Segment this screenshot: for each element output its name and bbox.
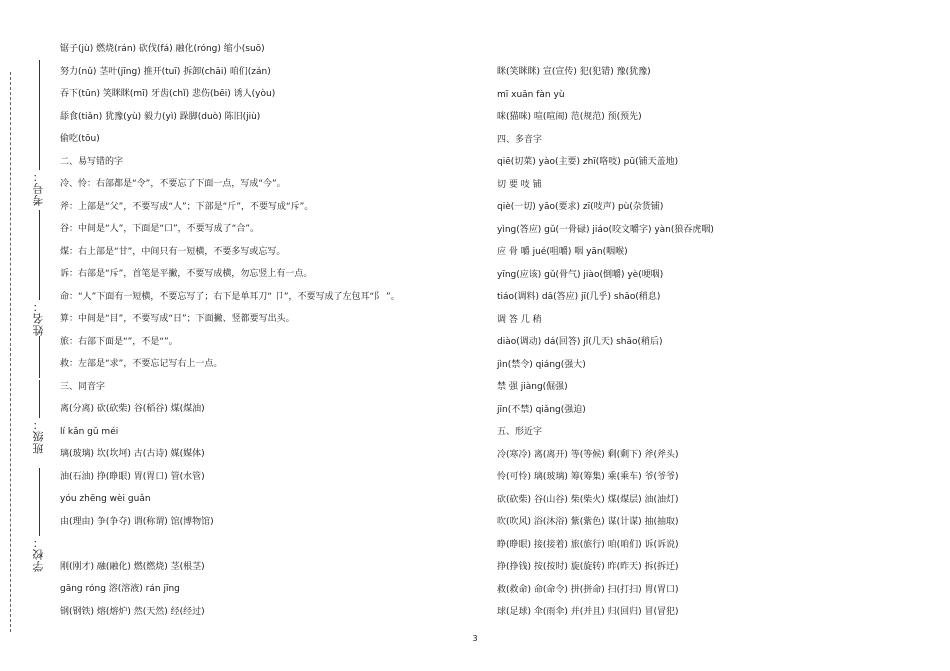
left-line-5: 偷吃(tōu) [60, 134, 100, 144]
right-line-14: jìn(禁令) qiáng(强大) [497, 359, 586, 370]
right-line-22: 睁(睁眼) 接(接着) 旅(旅行) 咱(咱们) 诉(诉说) [497, 539, 679, 550]
school-field [26, 468, 52, 572]
left-line-14: 旅：右部下面是“”，不是“”。 [60, 336, 178, 347]
left-line-12: 命：“人”下面有一短横，不要忘写了；右下是单耳刀“ 卩”，不要写成了左包耳“阝 ”。 [60, 291, 400, 302]
left-line-23 [60, 533, 460, 556]
section-heading-polyphones: 四、多音字 [497, 134, 543, 145]
right-line-5: qiē(切菜) yào(主要) zhī(咯吱) pū(铺天盖地) [497, 157, 679, 167]
exam-number-line [39, 60, 40, 170]
right-line-11: tiáo(调料) dā(答应) jī(几乎) shāo(稍息) [497, 292, 661, 302]
right-line-20: 砍(砍柴) 谷(山谷) 柴(柴火) 煤(煤层) 油(油灯) [497, 494, 679, 505]
left-line-22: 由(理由) 争(争夺) 谓(称谓) 馆(博物馆) [60, 516, 214, 527]
left-line-25: gāng róng 溶(溶液) rán jīng [60, 584, 180, 594]
name-line [39, 210, 40, 300]
left-line-13: 算：中间是“目”，不要写成“日”；下面撇、竖都要写出头。 [60, 314, 295, 324]
right-line-15: 禁 强 jiàng(倔强) [497, 382, 568, 392]
right-line-16: jīn(不禁) qiǎng(强迫) [497, 404, 586, 415]
right-line-23: 挣(挣钱) 按(按时) 旋(旋转) 昨(昨天) 拆(拆迁) [497, 562, 679, 572]
name-field [26, 210, 52, 378]
left-line-15: 救：左部是“求”，不要忘记写右上一点。 [60, 359, 223, 369]
left-line-10: 煤：右上部是“甘”，中间只有一短横，不要多写或忘写。 [60, 246, 286, 257]
exam-number-label: 考号： [32, 170, 45, 206]
school-line [39, 468, 40, 536]
right-line-6: 切 要 吱 铺 [497, 179, 542, 190]
left-line-17: 离(分离) 砍(砍柴) 谷(稻谷) 煤(煤油) [60, 404, 205, 414]
class-label: 班级： [32, 418, 45, 454]
right-line-25: 球(足球) 伞(雨伞) 并(并且) 归(回归) 冒(冒犯) [497, 607, 679, 617]
left-line-3: 吞下(tūn) 笑眯眯(mī) 牙齿(chǐ) 悲伤(bēi) 诱人(yòu) [60, 89, 276, 99]
class-line [39, 380, 40, 418]
right-line-12: 调 答 几 稍 [497, 314, 542, 325]
left-line-7: 冷、怜：右部都是“令”，不要忘了下面一点，写成“今”。 [60, 179, 286, 189]
right-line-21: 吹(吹风) 浴(沐浴) 紫(紫色) 谋(计谋) 抽(抽取) [497, 517, 679, 527]
left-line-26: 钢(钢铁) 熔(熔炉) 然(天然) 经(经过) [60, 606, 205, 617]
section-heading-homophones: 三、同音字 [60, 381, 106, 392]
left-line-18: lí kǎn gǔ méi [60, 426, 119, 437]
right-line-24: 救(救命) 命(命令) 拼(拼命) 扫(打扫) 胃(胃口) [497, 584, 679, 595]
right-line-1: 眯(笑眯眯) 宣(宣传) 犯(犯错) 豫(犹豫) [497, 67, 651, 77]
school-label: 学校： [32, 536, 45, 572]
exam-number-field [26, 60, 52, 206]
left-column [60, 38, 460, 623]
left-line-11: 诉：右部是“斥”，首笔是平撇，不要写成横，勿忘竖上有一点。 [60, 269, 313, 279]
right-line-18: 冷(寒冷) 离(离开) 等(等候) 剩(剩下) 斧(斧头) [497, 449, 679, 460]
left-line-9: 谷：中间是“人”，下面是“口”，不要写成了“合”。 [60, 224, 259, 234]
class-field [26, 380, 52, 454]
right-column [497, 61, 917, 624]
name-line-lower [39, 336, 40, 378]
left-line-24: 刚(刚才) 融(融化) 燃(燃烧) 茎(根茎) [60, 561, 205, 572]
section-heading-similar-shapes: 五、形近字 [497, 427, 543, 437]
right-line-10: yīng(应该) gǔ(骨气) jiào(倒嚼) yè(哽咽) [497, 269, 664, 280]
left-line-2: 努力(nǔ) 茎叶(jīng) 推开(tuī) 拆卸(chāi) 咱们(zán) [60, 66, 271, 77]
right-line-8: yìng(答应) gǔ(一骨碌) jiáo(咬文嚼字) yàn(狼吞虎咽) [497, 224, 714, 235]
left-line-21: yóu zhēng wèi guǎn [60, 494, 151, 504]
right-line-2: mī xuān fàn yù [497, 89, 565, 100]
left-line-8: 斧：上部是“父”，不要写成“人”；下部是“斤”，不要写成“斥”。 [60, 201, 314, 212]
name-label: 姓名： [32, 300, 45, 336]
right-line-19: 怜(可怜) 璃(玻璃) 筹(筹集) 乘(乘车) 爷(爷爷) [497, 472, 679, 482]
right-line-7: qiè(一切) yāo(要求) zī(吱声) pù(杂货铺) [497, 202, 664, 212]
left-line-1: 锯子(jù) 燃烧(rán) 砍伐(fá) 融化(róng) 缩小(suō) [60, 44, 265, 54]
left-line-19: 璃(玻璃) 坎(坎坷) 古(古诗) 媒(媒体) [60, 449, 205, 459]
binding-dashed-line [10, 72, 11, 632]
left-line-4: 舔食(tiǎn) 犹豫(yù) 毅力(yì) 跺脚(duò) 陈旧(jiù) [60, 111, 261, 122]
left-line-20: 油(石油) 挣(睁眼) 胃(胃口) 管(水管) [60, 471, 205, 482]
right-line-9: 应 骨 嚼 jué(咀嚼) 咽 yān(咽喉) [497, 247, 628, 257]
section-heading-error-prone: 二、易写错的字 [60, 156, 124, 167]
right-line-3: 咪(猫咪) 喧(喧闹) 范(规范) 预(预先) [497, 112, 642, 122]
right-line-13: diào(调动) dá(回答) jǐ(几天) shāo(稍后) [497, 337, 663, 347]
page-number: 3 [472, 634, 478, 643]
